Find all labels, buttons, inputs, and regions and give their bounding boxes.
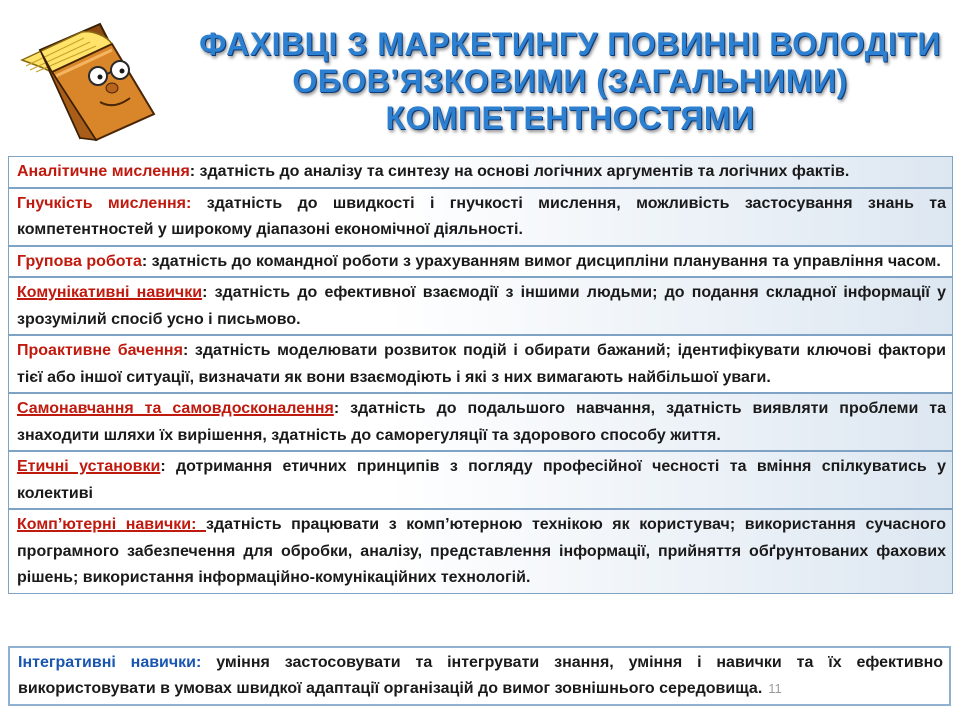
competency-description: здатність моделювати розвиток подій і обирати бажаний; ідентифікувати ключові фактори тієї або іншої ситуації, визначати як вони взаємодіють і які з них вимагають найбільшої уваги. <box>17 342 947 386</box>
competency-term: Комунікативні навички <box>17 284 203 301</box>
competency-row <box>9 508 952 593</box>
competency-list <box>8 156 953 594</box>
competency-term: Проактивне бачення <box>17 342 183 359</box>
competency-row <box>9 245 952 277</box>
competency-row <box>9 276 952 334</box>
competency-row <box>9 187 952 245</box>
book-character-icon <box>12 10 172 145</box>
competency-description: здатність до швидкості і гнучкості мислення, можливість застосування знань та компетентностей у широкому діапазоні економічної діяльності. <box>17 194 947 238</box>
slide-header <box>0 0 960 155</box>
competency-term: Групова робота <box>17 252 142 270</box>
competency-separator: : <box>202 284 208 301</box>
integrative-description: уміння застосовувати та інтегрувати знання, уміння і навички та їх ефективно використовувати в умовах швидкої адаптації організацій до вимог зовнішнього середовища. <box>18 654 944 697</box>
competency-row <box>9 334 952 392</box>
competency-term: Комп’ютерні навички: <box>17 516 206 533</box>
competency-separator: : <box>160 458 166 475</box>
competency-separator: : <box>333 400 340 417</box>
title-line-1: ФАХІВЦІ З МАРКЕТИНГУ ПОВИННІ ВОЛОДІТИ <box>199 26 941 62</box>
slide-title <box>190 26 950 137</box>
title-line-3: КОМПЕТЕНТНОСТЯМИ <box>385 100 755 136</box>
integrative-term: Інтегративні навички: <box>18 654 202 671</box>
integrative-skills-box <box>8 646 951 706</box>
competency-description: здатність до ефективної взаємодії з іншими людьми; до подання складної інформації у зрозумілий спосіб усно і письмово. <box>17 284 947 328</box>
competency-separator: : <box>189 163 196 180</box>
competency-description: здатність до подальшого навчання, здатність виявляти проблеми та знаходити шляхи їх вирішення, здатність до саморегуляції та здорового способу життя. <box>17 400 946 444</box>
competency-description: здатність до командної роботи з урахуванням вимог дисципліни планування та управління часом. <box>147 252 941 270</box>
competency-description: здатність працювати з комп’ютерною технікою як користувач; використання сучасного програмного забезпечення для обробки, аналізу, представлення інформації, прийняття обґрунтованих фахових рішень; використання інформаційно-комунікаційних технологій. <box>17 516 946 586</box>
competency-row <box>9 392 952 450</box>
page-number: 11 <box>768 681 782 696</box>
competency-term: Етичні установки <box>17 458 161 475</box>
competency-separator: : <box>182 342 189 359</box>
title-line-2: ОБОВ’ЯЗКОВИМИ (ЗАГАЛЬНИМИ) <box>292 63 848 99</box>
competency-term: Самонавчання та самовдосконалення <box>17 400 334 417</box>
competency-term: Аналітичне мислення <box>17 163 190 180</box>
competency-description: здатність до аналізу та синтезу на основі логічних аргументів та логічних фактів. <box>195 163 850 180</box>
competency-term: Гнучкість мислення: <box>17 194 192 212</box>
competency-description: дотримання етичних принципів з погляду професійної чесності та вміння спілкуватись у колективі <box>17 458 946 502</box>
competency-row <box>9 157 952 187</box>
competency-row <box>9 450 952 508</box>
competency-separator: : <box>141 252 148 270</box>
